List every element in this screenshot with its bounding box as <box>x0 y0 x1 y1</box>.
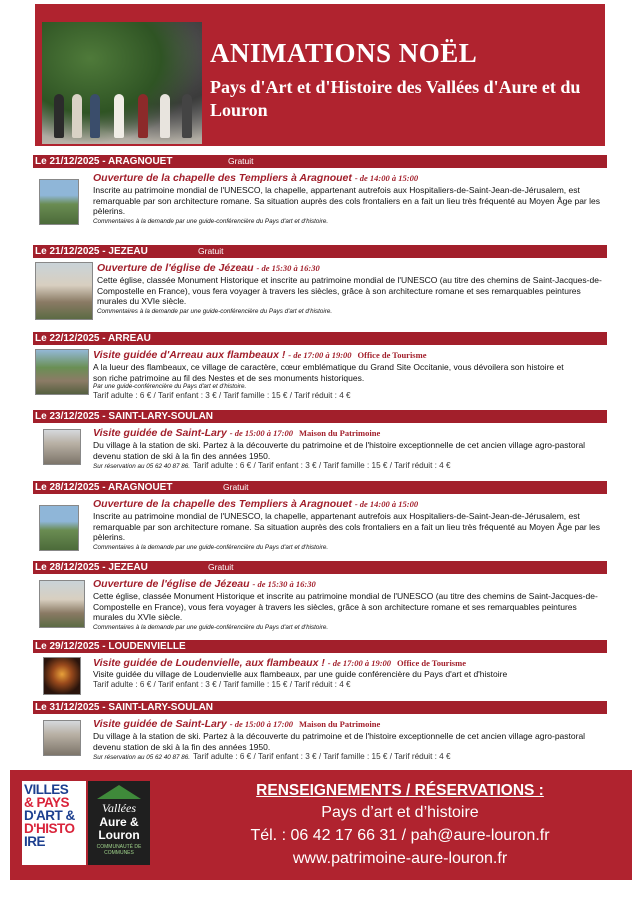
organization-name: Pays d’art et d’histoire <box>321 804 479 821</box>
event-prices: Sur réservation au 05 62 40 87 86. Tarif adulte : 6 € / Tarif enfant : 3 € / Tarif famille : 15 € / Tarif réduit : 4 € <box>93 752 451 761</box>
event-tag: Gratuit <box>228 156 254 166</box>
event-title: Visite guidée d'Arreau aux flambeaux ! - de 17:00 à 19:00 Office de Tourisme <box>93 349 427 361</box>
website-link[interactable]: www.patrimoine-aure-louron.fr <box>292 850 508 867</box>
event-date-bar <box>33 701 607 714</box>
event-description: Inscrite au patrimoine mondial de l'UNESCO, la chapelle, appartenant autrefois aux Hospitaliers-de-Saint-Jean-de-Jérusalem, est remarquable par son architecture romane. Sa situation auprès des cols frontaliers en a fait un lieu très fréquenté au Moyen Âge par les pèlerins. <box>93 511 600 542</box>
event-description: Cette église, classée Monument Historique et inscrite au patrimoine mondial de l'UNESCO (au titre des chemins de Saint-Jacques-de-Compostelle en France), vous fera voyager à travers les siècles, grâce à son architecture romane et ses remarquables peintures murales du XVIe siècle. <box>97 275 602 306</box>
event-block <box>33 155 607 225</box>
event-date-bar <box>33 332 607 345</box>
event-prices: Sur réservation au 05 62 40 87 86. Tarif adulte : 6 € / Tarif enfant : 3 € / Tarif famille : 15 € / Tarif réduit : 4 € <box>93 461 451 470</box>
event-date-place: Le 28/12/2025 - JEZEAU <box>35 562 148 573</box>
event-title: Ouverture de la chapelle des Templiers à Aragnouet - de 14:00 à 15:00 <box>93 498 419 510</box>
event-date-place: Le 21/12/2025 - ARAGNOUET <box>35 156 173 167</box>
event-block <box>33 410 607 470</box>
saint-lary-photo <box>43 429 81 465</box>
event-description: Du village à la station de ski. Partez à la découverte du patrimoine et de l'histoire exceptionnelle de cet ancien village agro-pastoral devenu station de ski à la fin des années 1950. <box>93 731 586 752</box>
event-date-bar <box>33 640 607 653</box>
event-date-place: Le 29/12/2025 - LOUDENVIELLE <box>35 641 186 652</box>
event-title: Ouverture de la chapelle des Templiers à Aragnouet - de 14:00 à 15:00 <box>93 172 419 184</box>
event-description: Inscrite au patrimoine mondial de l'UNESCO, la chapelle, appartenant autrefois aux Hospitaliers-de-Saint-Jean-de-Jérusalem, est remarquable par son architecture romane. Sa situation auprès des cols frontaliers en a fait un lieu très fréquenté au Moyen Âge par les pèlerins. <box>93 185 600 216</box>
event-tag: Gratuit <box>223 482 249 492</box>
event-block <box>33 481 607 551</box>
event-description: Du village à la station de ski. Partez à la découverte du patrimoine et de l'histoire exceptionnelle de cet ancien village agro-pastoral devenu station de ski à la fin des années 1950. <box>93 440 586 461</box>
event-note: Commentaires à la demande par une guide-conférencière du Pays d'art et d'histoire. <box>93 544 329 551</box>
event-date-place: Le 21/12/2025 - JEZEAU <box>35 246 148 257</box>
event-title: Visite guidée de Loudenvielle, aux flambeaux ! - de 17:00 à 19:00 Office de Tourisme <box>93 657 466 669</box>
page-subtitle: Pays d'Art et d'Histoire des Vallées d'Aure et du Louron <box>210 77 581 120</box>
event-date-bar <box>33 410 607 423</box>
header-photo <box>42 22 202 144</box>
event-date-bar <box>33 481 607 494</box>
event-note: Commentaires à la demande par une guide-conférencière du Pays d'art et d'histoire. <box>93 624 329 631</box>
event-title: Visite guidée de Saint-Lary - de 15:00 à 17:00 Maison du Patrimoine <box>93 427 381 439</box>
header-banner <box>35 4 605 146</box>
event-description: Visite guidée du village de Loudenvielle aux flambeaux, par une guide conférencière du Pays d'art et d'histoire <box>93 669 508 679</box>
villes-pays-art-histoire-logo: VILLES & PAYS D'ART & D'HISTO IRE <box>22 781 86 865</box>
event-description: Cette église, classée Monument Historique et inscrite au patrimoine mondial de l'UNESCO (au titre des chemins de Saint-Jacques-de-Compostelle en France), vous fera voyager à travers les siècles, grâce à son architecture romane et ses remarquables peintures murales du XVIe siècle. <box>93 591 598 622</box>
page-title: ANIMATIONS NOËL <box>210 38 478 68</box>
aure-louron-logo: Vallées Aure & Louron COMMUNAUTÉ DE COMMUNES <box>88 781 150 865</box>
event-date-place: Le 31/12/2025 - SAINT-LARY-SOULAN <box>35 702 214 713</box>
event-date-place: Le 23/12/2025 - SAINT-LARY-SOULAN <box>35 411 214 422</box>
event-title: Ouverture de l'église de Jézeau - de 15:30 à 16:30 <box>97 262 320 274</box>
church-photo <box>35 262 93 320</box>
event-note: Par une guide-conférencière du Pays d'art et d'histoire. <box>93 383 247 390</box>
event-date-place: Le 22/12/2025 - ARREAU <box>35 333 151 344</box>
arreau-photo <box>35 349 89 395</box>
event-title: Visite guidée de Saint-Lary - de 15:00 à 17:00 Maison du Patrimoine <box>93 718 381 730</box>
info-heading: RENSEIGNEMENTS / RÉSERVATIONS : <box>256 782 544 799</box>
event-date-bar <box>33 561 607 574</box>
footer-banner <box>10 770 632 880</box>
event-block <box>33 640 607 689</box>
mountain-icon <box>97 785 141 799</box>
event-date-bar <box>33 155 607 168</box>
chapel-photo <box>39 505 79 551</box>
chapel-photo <box>39 179 79 225</box>
event-block <box>33 561 607 631</box>
event-prices: Tarif adulte : 6 € / Tarif enfant : 3 € / Tarif famille : 15 € / Tarif réduit : 4 € <box>93 680 351 689</box>
church-photo <box>39 580 85 628</box>
event-block <box>33 701 607 761</box>
event-date-bar <box>33 245 607 258</box>
contact-line[interactable]: Tél. : 06 42 17 66 31 / pah@aure-louron.fr <box>250 827 550 844</box>
event-title: Ouverture de l'église de Jézeau - de 15:30 à 16:30 <box>93 578 316 590</box>
event-note: Commentaires à la demande par une guide-conférencière du Pays d'art et d'histoire. <box>97 308 333 315</box>
torchlight-photo <box>43 657 81 695</box>
event-note: Commentaires à la demande par une guide-conférencière du Pays d'art et d'histoire. <box>93 218 329 225</box>
saint-lary-photo <box>43 720 81 756</box>
event-block <box>33 245 607 315</box>
event-block <box>33 332 607 400</box>
event-tag: Gratuit <box>208 562 234 572</box>
event-tag: Gratuit <box>198 246 224 256</box>
event-description: A la lueur des flambeaux, ce village de caractère, cœur emblématique du Grand Site Occitanie, vous dévoilera son histoire et son riche patrimoine au fil des Nestes et de ses monuments historiques. <box>93 362 564 383</box>
event-prices: Tarif adulte : 6 € / Tarif enfant : 3 € / Tarif famille : 15 € / Tarif réduit : 4 € <box>93 391 351 400</box>
event-date-place: Le 28/12/2025 - ARAGNOUET <box>35 482 173 493</box>
